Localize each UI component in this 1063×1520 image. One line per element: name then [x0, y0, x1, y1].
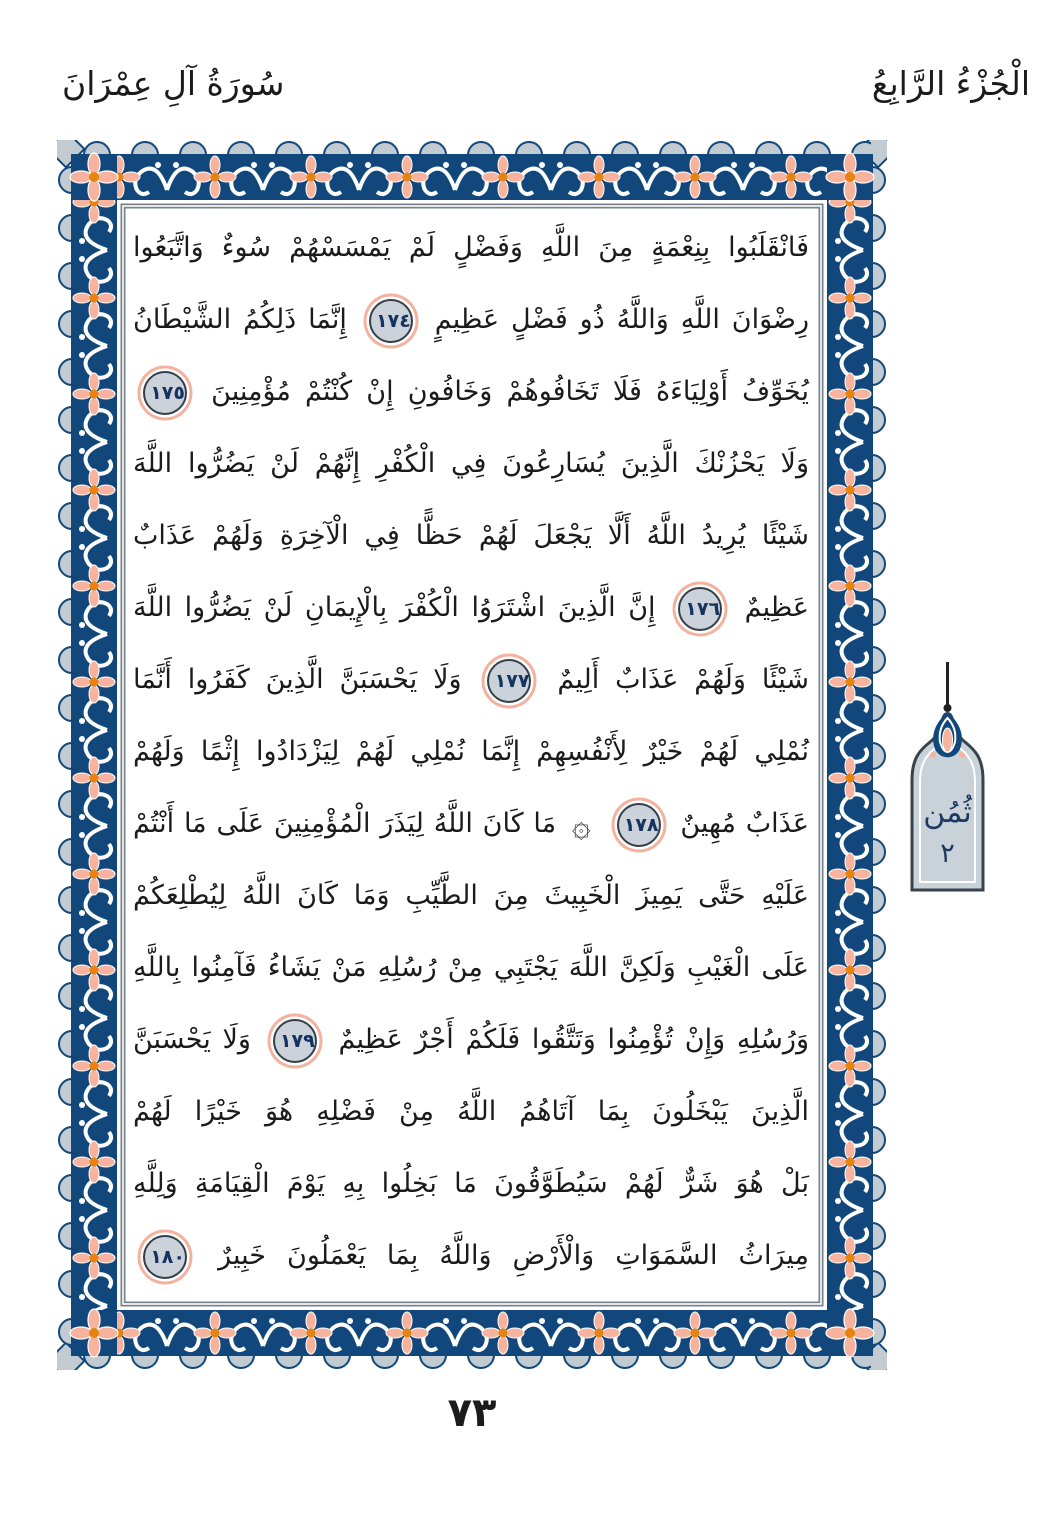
ayah-text: نُمْلِي لَهُمْ خَيْرٌ لِأَنْفُسِهِمْ إِنَّمَا نُمْلِي لَهُمْ لِيَزْدَادُوا إِثْمًا وَلَهُمْ: [133, 736, 809, 767]
ayah-text: فَانْقَلَبُوا بِنِعْمَةٍ مِنَ اللَّهِ وَفَضْلٍ لَمْ يَمْسَسْهُمْ سُوءٌ وَاتَّبَعُوا: [133, 232, 809, 263]
quran-line: [133, 356, 809, 428]
ayah-text: إِنَّمَا ذَلِكُمُ الشَّيْطَانُ: [133, 304, 347, 335]
ayah-text: شَيْئًا وَلَهُمْ عَذَابٌ أَلِيمٌ: [557, 664, 809, 695]
ayah-text: عَلَى الْغَيْبِ وَلَكِنَّ اللَّهَ يَجْتَبِي مِنْ رُسُلِهِ مَنْ يَشَاءُ فَآمِنُوا بِاللَّهِ: [133, 952, 809, 983]
ayah-text: عَظِيمٌ: [744, 592, 809, 623]
ayah-number-badge: ١٧٩: [273, 1019, 317, 1063]
ayah-text: مَا كَانَ اللَّهُ لِيَذَرَ الْمُؤْمِنِينَ عَلَى مَا أَنْتُمْ: [133, 808, 557, 839]
ayah-text: مِيرَاثُ السَّمَوَاتِ وَالْأَرْضِ وَاللَّهُ بِمَا يَعْمَلُونَ خَبِيرٌ: [218, 1240, 809, 1271]
ayah-text: وَلَا يَحْزُنْكَ الَّذِينَ يُسَارِعُونَ فِي الْكُفْرِ إِنَّهُمْ لَنْ يَضُرُّوا اللَّهَ: [133, 448, 809, 479]
surah-title: سُورَةُ آلِ عِمْرَانَ: [62, 64, 285, 103]
quran-line: [133, 932, 809, 1004]
marker-number: ٢: [940, 838, 955, 869]
ayah-number-badge: ١٧٤: [369, 299, 413, 343]
ayah-number-badge: ١٧٦: [678, 587, 722, 631]
ayah-number-badge: ١٧٥: [143, 371, 187, 415]
ayah-text: الَّذِينَ يَبْخَلُونَ بِمَا آتَاهُمُ اللَّهُ مِنْ فَضْلِهِ هُوَ خَيْرًا لَهُمْ: [133, 1096, 809, 1127]
ayah-number-badge: ١٨٠: [143, 1235, 187, 1279]
ayah-text: يُخَوِّفُ أَوْلِيَاءَهُ فَلَا تَخَافُوهُمْ وَخَافُونِ إِنْ كُنْتُمْ مُؤْمِنِينَ: [211, 376, 809, 407]
ayah-text: عَذَابٌ مُهِينٌ: [680, 808, 809, 839]
quran-line: [133, 428, 809, 500]
page-number: ٧٣: [447, 1390, 497, 1436]
ayah-text: إِنَّ الَّذِينَ اشْتَرَوُا الْكُفْرَ بِالْإِيمَانِ لَنْ يَضُرُّوا اللَّهَ: [133, 592, 656, 623]
juz-title: الْجُزْءُ الرَّابِعُ: [871, 64, 1030, 103]
ayah-number-badge: ١٧٧: [487, 659, 531, 703]
ayah-text: وَلَا يَحْسَبَنَّ: [133, 1024, 251, 1055]
ayah-text: بَلْ هُوَ شَرٌّ لَهُمْ سَيُطَوَّقُونَ مَا بَخِلُوا بِهِ يَوْمَ الْقِيَامَةِ وَلِلَّهِ: [133, 1168, 809, 1199]
ayah-text: رِضْوَانَ اللَّهِ وَاللَّهُ ذُو فَضْلٍ عَظِيمٍ: [434, 304, 809, 335]
marker-fraction-label: ثُمُن: [923, 795, 972, 830]
ayah-text: وَرُسُلِهِ وَإِنْ تُؤْمِنُوا وَتَتَّقُوا فَلَكُمْ أَجْرٌ عَظِيمٌ: [338, 1024, 810, 1055]
quran-line: [133, 716, 809, 788]
quran-line: [133, 500, 809, 572]
quran-line: [133, 860, 809, 932]
quran-line: [133, 1076, 809, 1148]
quran-line: [133, 284, 809, 356]
marker-stem: [946, 662, 949, 706]
ayah-text: عَلَيْهِ حَتَّى يَمِيزَ الْخَبِيثَ مِنَ الطَّيِّبِ وَمَا كَانَ اللَّهُ لِيُطْلِعَكُمْ: [133, 880, 809, 911]
quran-line: [133, 572, 809, 644]
ayah-text: وَلَا يَحْسَبَنَّ الَّذِينَ كَفَرُوا أَنَّمَا: [133, 664, 462, 695]
quran-line: [133, 644, 809, 716]
ayah-number-badge: ١٧٨: [617, 803, 661, 847]
hizb-eighth-marker: [896, 662, 1000, 892]
quran-text-block: [133, 212, 809, 1292]
quran-line: [133, 1004, 809, 1076]
quran-line: [133, 212, 809, 284]
ayah-text: شَيْئًا يُرِيدُ اللَّهُ أَلَّا يَجْعَلَ لَهُمْ حَظًّا فِي الْآخِرَةِ وَلَهُمْ عَذَابٌ: [133, 520, 809, 551]
quran-line: [133, 1148, 809, 1220]
quran-line: [133, 1220, 809, 1292]
rub-el-hizb-icon: ۞: [571, 805, 591, 844]
quran-line: [133, 788, 809, 860]
